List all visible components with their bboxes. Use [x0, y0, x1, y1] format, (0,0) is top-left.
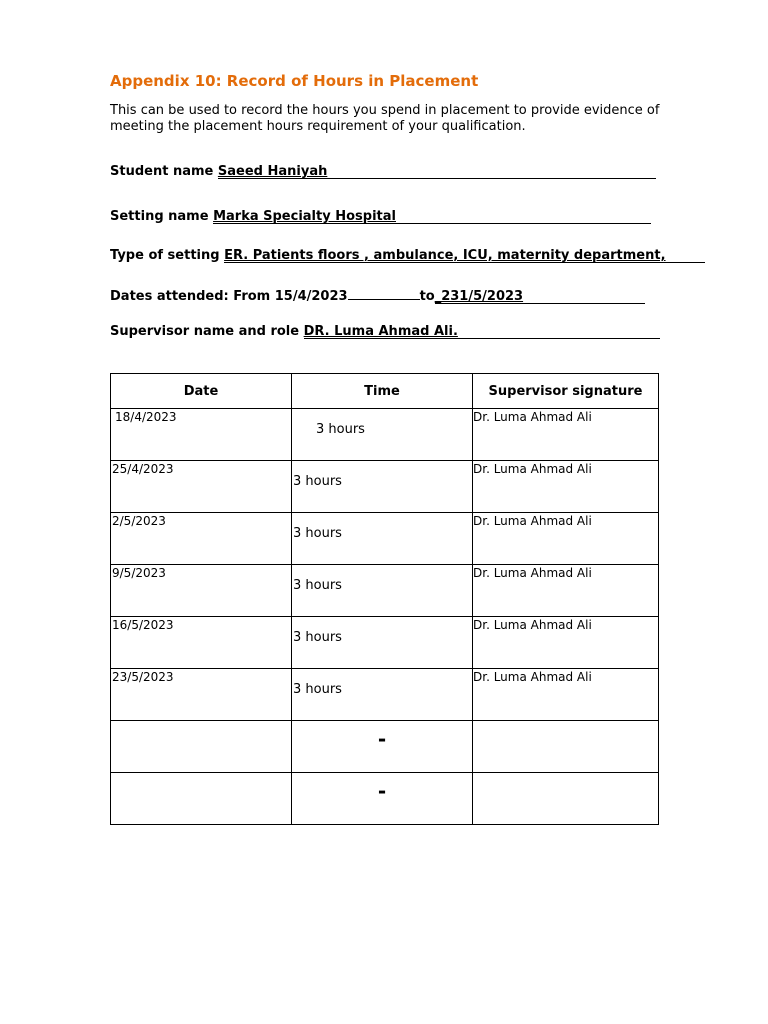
time-text: 3 hours [293, 474, 342, 489]
signature-text: Dr. Luma Ahmad Ali [473, 462, 592, 476]
date-cell [111, 669, 292, 721]
hours-table [110, 373, 659, 825]
time-cell [292, 513, 473, 565]
dates-to-label: to [419, 289, 435, 304]
time-cell [292, 617, 473, 669]
date-text: 23/5/2023 [112, 670, 174, 684]
time-cell [292, 773, 473, 825]
dates-attended-field [110, 286, 645, 305]
setting-name-field [110, 209, 651, 225]
table-row [111, 773, 659, 825]
table-row [111, 617, 659, 669]
signature-text: Dr. Luma Ahmad Ali [473, 566, 592, 580]
date-cell [111, 565, 292, 617]
setting-name-value: Marka Specialty Hospital [213, 210, 651, 224]
signature-cell [473, 669, 659, 721]
table-header-row [111, 374, 659, 409]
date-cell [111, 721, 292, 773]
time-text: 3 hours [316, 422, 365, 437]
table-row [111, 513, 659, 565]
time-text: 3 hours [293, 526, 342, 541]
date-text: 18/4/2023 [115, 410, 177, 424]
setting-type-field [110, 248, 705, 264]
signature-cell [473, 773, 659, 825]
time-text: 3 hours [293, 682, 342, 697]
dates-attended-label: Dates attended: From 15/4/2023 [110, 289, 348, 304]
supervisor-field [110, 324, 660, 340]
signature-text: Dr. Luma Ahmad Ali [473, 514, 592, 528]
signature-cell [473, 513, 659, 565]
appendix-heading: Appendix 10: Record of Hours in Placement [110, 72, 479, 90]
table-row [111, 565, 659, 617]
date-cell [111, 617, 292, 669]
date-text: 9/5/2023 [112, 566, 166, 580]
header-signature: Supervisor signature [473, 374, 659, 409]
setting-name-label: Setting name [110, 209, 214, 224]
signature-cell [473, 461, 659, 513]
setting-type-label: Type of setting [110, 248, 225, 263]
time-text: 3 hours [293, 630, 342, 645]
header-date: Date [111, 374, 292, 409]
setting-type-value: ER. Patients floors , ambulance, ICU, maternity department, [224, 249, 705, 263]
supervisor-value: DR. Luma Ahmad Ali. [304, 325, 660, 339]
date-cell [111, 409, 292, 461]
dates-blank-line [348, 286, 420, 300]
time-cell [292, 409, 473, 461]
date-cell [111, 461, 292, 513]
time-text: 3 hours [293, 578, 342, 593]
date-text: 16/5/2023 [112, 618, 174, 632]
time-cell [292, 565, 473, 617]
signature-text: Dr. Luma Ahmad Ali [473, 410, 592, 424]
signature-text: Dr. Luma Ahmad Ali [473, 618, 592, 632]
header-time: Time [292, 374, 473, 409]
table-row [111, 461, 659, 513]
student-name-field [110, 164, 656, 180]
student-name-value: Saeed Haniyah [218, 165, 656, 179]
intro-paragraph: This can be used to record the hours you spend in placement to provide evidence of meeting the placement hours requirement of your qualification. [110, 103, 660, 134]
table-row [111, 669, 659, 721]
student-name-label: Student name [110, 164, 218, 179]
signature-text: Dr. Luma Ahmad Ali [473, 670, 592, 684]
time-cell [292, 461, 473, 513]
signature-cell [473, 617, 659, 669]
signature-cell [473, 721, 659, 773]
table-row [111, 409, 659, 461]
date-text: 25/4/2023 [112, 462, 174, 476]
time-dash-text: - [377, 727, 387, 751]
supervisor-label: Supervisor name and role [110, 324, 304, 339]
dates-end-value: _231/5/2023 [435, 290, 645, 304]
date-cell [111, 773, 292, 825]
date-cell [111, 513, 292, 565]
table-row [111, 721, 659, 773]
time-cell [292, 721, 473, 773]
time-dash-text: - [377, 779, 387, 803]
signature-cell [473, 565, 659, 617]
date-text: 2/5/2023 [112, 514, 166, 528]
time-cell [292, 669, 473, 721]
signature-cell [473, 409, 659, 461]
